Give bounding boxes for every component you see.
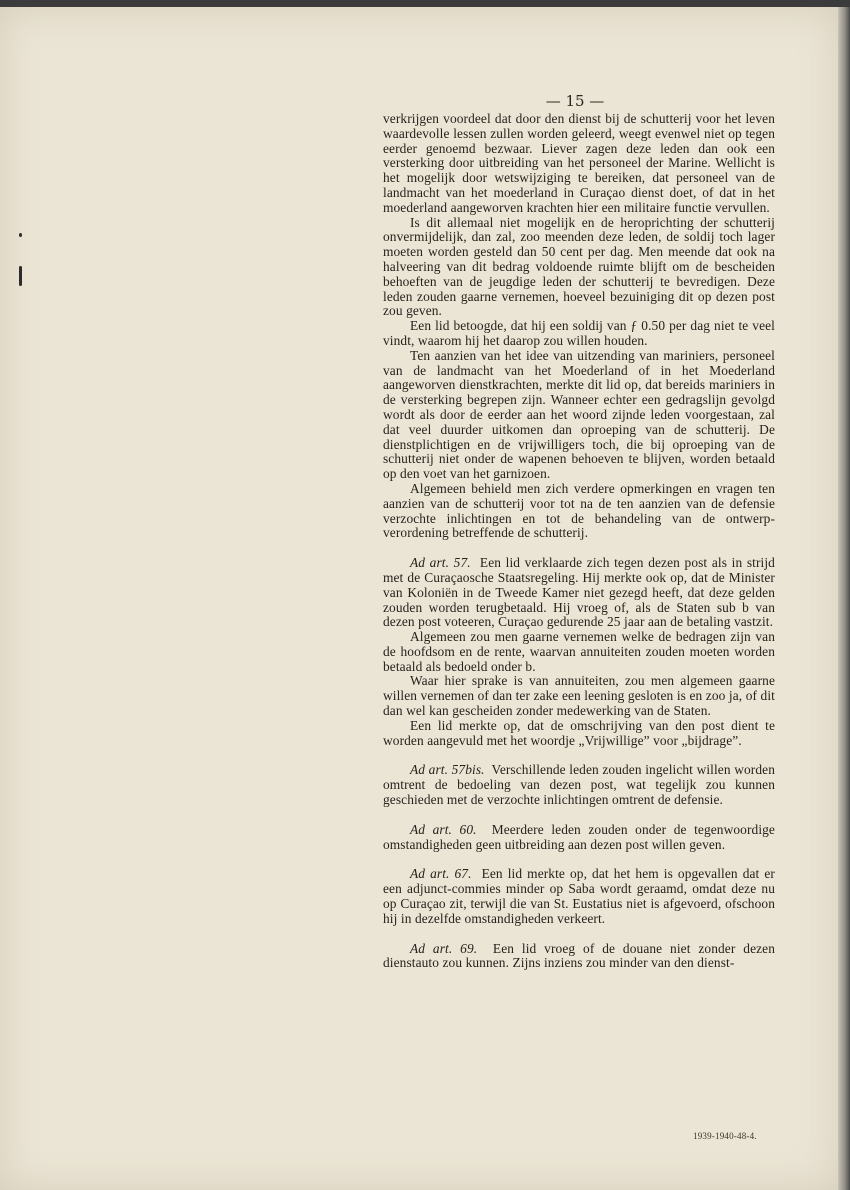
article-label: Ad art. 60. [410,821,477,837]
article-text: Een lid verklaarde zich tegen dezen post als in strijd met de Curaçaosche Staatsregeling. Hij merkte ook op, dat de Minister van Koloniën in de Tweede Kamer niet gezegd heeft, dat deze gelden zouden worden terugbetaald. Hij vroeg of, als de Staten sub b van dezen post voteeren, Curaçao gedurende 25 jaar aan de betaling vastzit. [383,555,775,630]
margin-ink-mark [19,266,22,286]
article-label: Ad art. 57. [410,555,471,571]
paragraph: Een lid betoogde, dat hij een soldij van ƒ 0.50 per dag niet te veel vindt, waarom hij het daarop zou willen houden. [383,318,775,348]
article-label: Ad art. 67. [410,866,472,882]
article-text: Een lid vroeg of de douane niet zonder dezen dienstauto zou kunnen. Zijns inziens zou minder van den dienst- [383,940,775,971]
document-body [383,112,775,971]
paragraph: Is dit allemaal niet mogelijk en de heroprichting der schutterij onvermijdelijk, dan zal, zoo meenden deze leden, de soldij toch lager moeten worden gesteld dan 50 cent per dag. Men meende dat ook na halveering van dit bedrag voldoende ruimte blijft om de bescheiden behoeften van de jeugdige leden der schutterij te bevredigen. Deze leden zouden gaarne vernemen, hoeveel bezuiniging dit op dezen post zou geven. [383,214,775,319]
document-reference-code: 1939-1940-48-4. [693,1131,757,1141]
article-57 [383,556,775,630]
paragraph: Een lid merkte op, dat de omschrijving van den post dient te worden aangevuld met het woordje „Vrijwillige” voor „bijdrage”. [383,717,775,748]
article-text: Verschillende leden zouden ingelicht willen worden omtrent de bedoeling van dezen post, wat tegelijk zou kunnen geschieden met de verzochte inlichtingen omtrent de defensie. [383,762,775,808]
paragraph: Algemeen zou men gaarne vernemen welke de bedragen zijn van de hoofdsom en de rente, waarvan annuiteiten zouden moeten worden betaald als bedoeld onder b. [383,629,775,674]
paragraph: verkrijgen voordeel dat door den dienst bij de schutterij voor het leven waardevolle lessen zullen worden geleerd, weegt evenwel niet op tegen eerder genoemd bezwaar. Liever zagen deze leden dan ook een versterking door uitbreiding van het personeel der Marine. Wellicht is het mogelijk door wetswijziging te bereiken, dat personeel van de landmacht van het moederland in Curaçao dienst doet, of dat in het moederland aangeworven krachten hier een militaire functie vervullen. [383,111,775,215]
article-text: Meerdere leden zouden onder de tegenwoordige omstandigheden geen uitbreiding aan dezen post willen geven. [383,821,775,852]
article-69 [383,942,775,972]
article-label: Ad art. 57bis. [410,762,485,778]
article-text: Een lid merkte op, dat het hem is opgevallen dat er een adjunct-commies minder op Saba wordt geraamd, omdat deze nu op Curaçao zit, terwijl die van St. Eustatius niet is afgevoerd, ofschoon hij in dezelfde omstandigheden verkeert. [383,866,775,926]
article-67 [383,867,775,926]
article-57bis [383,763,775,807]
article-label: Ad art. 69. [410,940,478,956]
article-60 [383,823,775,853]
margin-ink-dot [19,233,22,237]
paragraph: Ten aanzien van het idee van uitzending van mariniers, personeel van de landmacht van het Moederland of in het Moederland aangeworven dienstkrachten, merkte dit lid op, dat bereids mariniers in de versterking begrepen zijn. Wanneer echter een gedragslijn gevolgd wordt als door de eerder aan het woord zijnde leden voorgestaan, zal dat veel duurder uitkomen dan oproeping van de schutterij. De dienstplichtigen en de vrijwilligers toch, die bij oproeping van de schutterij niet onder de wapenen behoeven te blijven, worden betaald op den voet van het garnizoen. [383,347,775,482]
page-number: — 15 — [545,92,605,110]
paragraph: Waar hier sprake is van annuiteiten, zou men algemeen gaarne willen vernemen of dan ter zake een leening gesloten is en zoo ja, of dit dan wel kan gescheiden zonder medewerking van de Staten. [383,673,775,719]
paragraph: Algemeen behield men zich verdere opmerkingen en vragen ten aanzien van de schutterij voor tot na de ten aanzien van de defensie verzochte inlichtingen en tot de behandeling van de ontwerp-verordening betreffende de schutterij. [383,480,775,541]
page-edge-shadow [838,7,850,1190]
